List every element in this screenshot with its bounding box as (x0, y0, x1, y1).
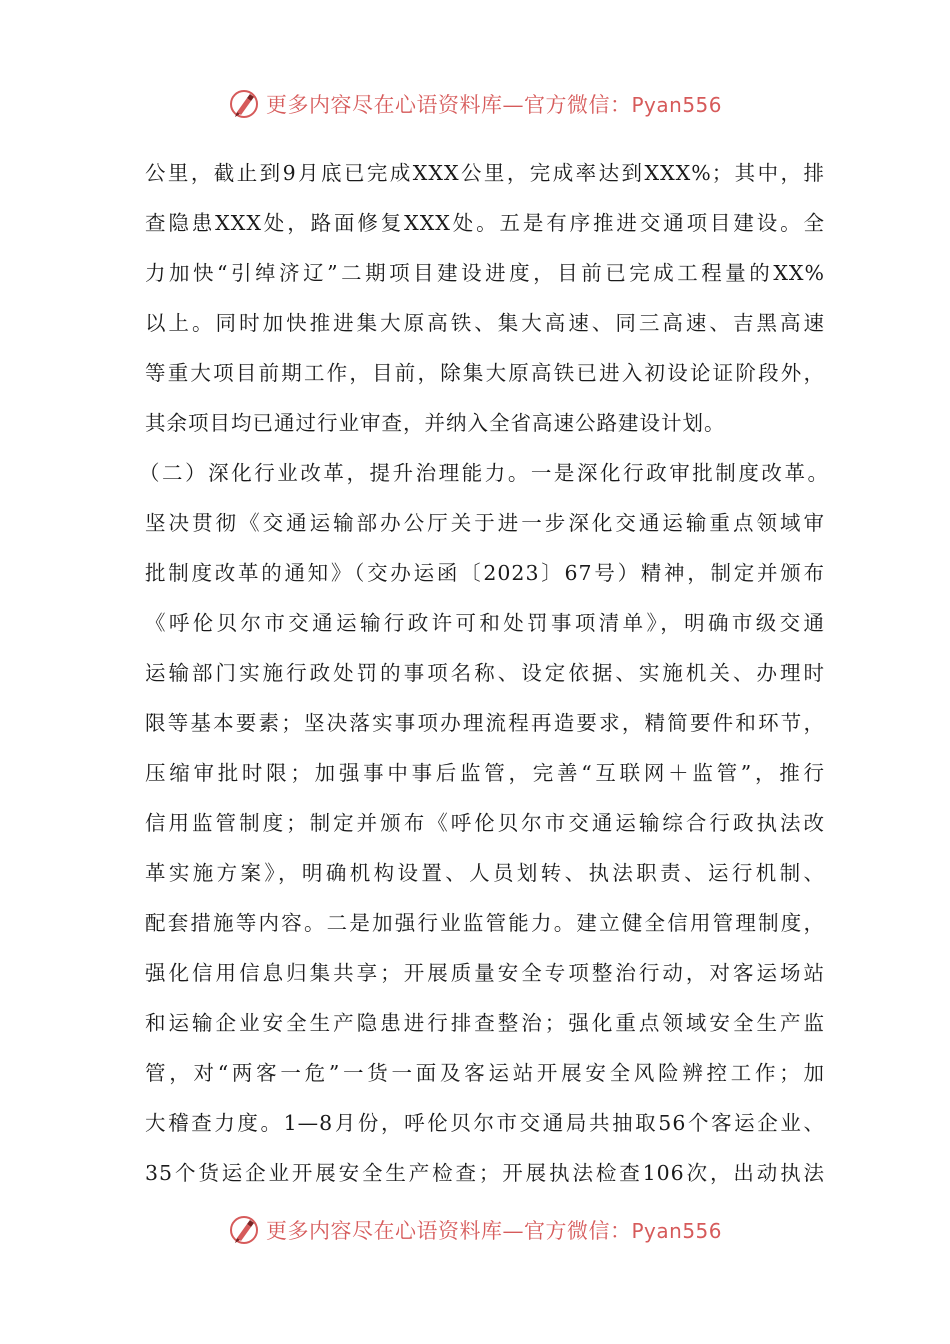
body-line: 等重大项目前期工作，目前，除集大原高铁已进入初设论证阶段外， (145, 361, 825, 385)
body-line: 35个货运企业开展安全生产检查；开展执法检查106次，出动执法 (145, 1161, 825, 1185)
body-line: 批制度改革的通知》（交办运函〔2023〕67号）精神，制定并颁布 (145, 561, 825, 585)
footer-wechat-id: Pyan556 (631, 1219, 722, 1243)
body-line: 大稽查力度。1—8月份，呼伦贝尔市交通局共抽取56个客运企业、 (145, 1111, 825, 1135)
body-line: 和运输企业安全生产隐患进行排查整治；强化重点领域安全生产监 (145, 1011, 825, 1035)
header-banner (0, 84, 950, 124)
body-line: 以上。同时加快推进集大原高铁、集大高速、同三高速、吉黑高速 (145, 311, 825, 335)
body-line: 坚决贯彻《交通运输部办公厅关于进一步深化交通运输重点领域审 (145, 511, 825, 535)
body-line: 查隐患XXX处，路面修复XXX处。五是有序推进交通项目建设。全 (145, 211, 825, 235)
document-body (139, 148, 829, 1198)
body-line: 管，对“两客一危”一货一面及客运站开展安全风险辨控工作；加 (145, 1061, 825, 1085)
header-wechat-id: Pyan556 (631, 93, 722, 117)
body-line: 《呼伦贝尔市交通运输行政许可和处罚事项清单》，明确市级交通 (145, 611, 825, 635)
section-heading-line: （二）深化行业改革，提升治理能力。一是深化行政审批制度改革。 (139, 461, 829, 485)
body-line: 强化信用信息归集共享；开展质量安全专项整治行动，对客运场站 (145, 961, 825, 985)
pen-nib-logo-icon (228, 88, 260, 120)
body-line: 压缩审批时限；加强事中事后监管，完善“互联网＋监管”，推行 (145, 761, 825, 785)
body-line: 运输部门实施行政处罚的事项名称、设定依据、实施机关、办理时 (145, 661, 825, 685)
body-line: 其余项目均已通过行业审查，并纳入全省高速公路建设计划。 (145, 411, 726, 435)
header-banner-text (266, 89, 722, 119)
body-line: 力加快“引绰济辽”二期项目建设进度，目前已完成工程量的XX% (145, 261, 825, 285)
footer-banner-label: 更多内容尽在心语资料库—官方微信： (265, 1219, 632, 1243)
body-line: 配套措施等内容。二是加强行业监管能力。建立健全信用管理制度， (145, 911, 825, 935)
body-line: 革实施方案》，明确机构设置、人员划转、执法职责、运行机制、 (145, 861, 825, 885)
footer-banner (0, 1210, 950, 1250)
footer-banner-text (266, 1215, 722, 1245)
body-line: 信用监管制度；制定并颁布《呼伦贝尔市交通运输综合行政执法改 (145, 811, 825, 835)
header-banner-label: 更多内容尽在心语资料库—官方微信： (265, 93, 632, 117)
body-line: 公里，截止到9月底已完成XXX公里，完成率达到XXX%；其中，排 (145, 161, 825, 185)
body-line: 限等基本要素；坚决落实事项办理流程再造要求，精简要件和环节， (145, 711, 825, 735)
pen-nib-logo-icon (228, 1214, 260, 1246)
